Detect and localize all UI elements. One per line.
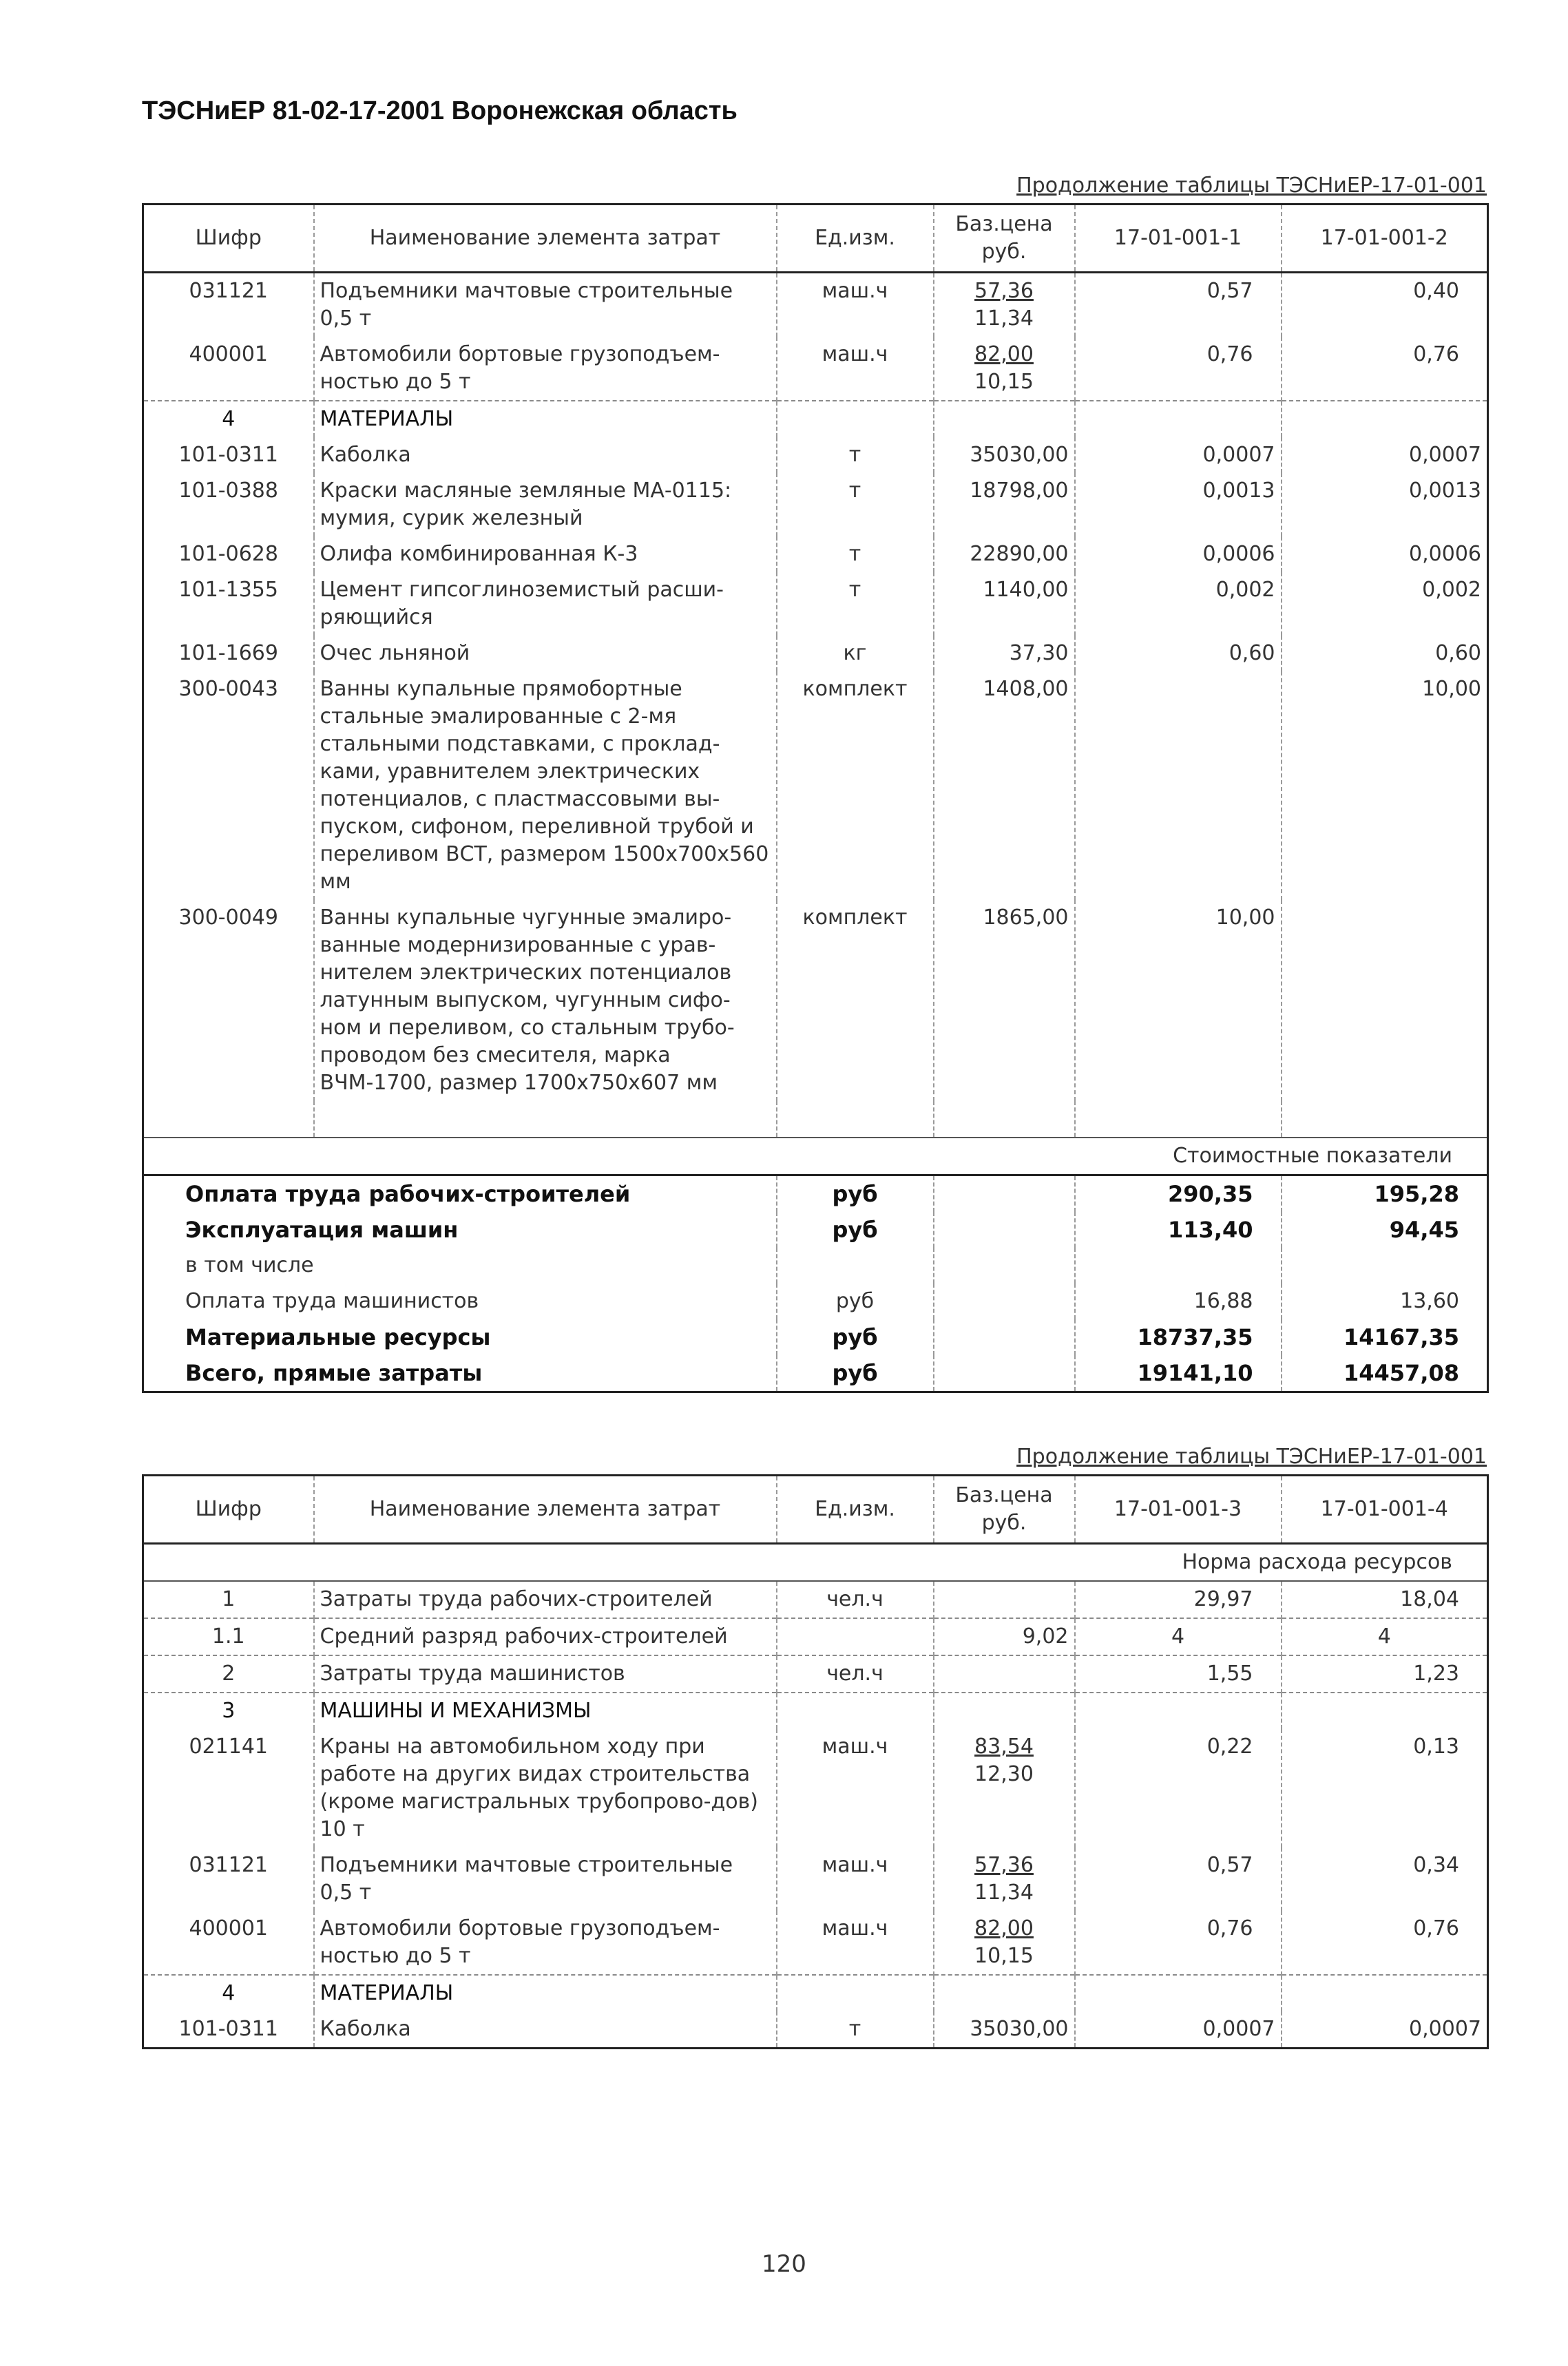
cost-value-2: 14457,08 (1282, 1355, 1488, 1392)
section-heading-materials (143, 401, 1488, 437)
row-unit: т (777, 536, 934, 572)
price-wage: 11,34 (974, 1881, 1034, 1905)
table-row (143, 572, 1488, 636)
row-price (934, 273, 1075, 337)
row-value-1: 0,76 (1075, 337, 1282, 401)
section-heading-machines (143, 1693, 1488, 1729)
row-value-1: 0,76 (1075, 1911, 1282, 1975)
table2-continuation-label: Продолжение таблицы ТЭСНиЕР-17-01-001 (1016, 1445, 1487, 1469)
cost-row (143, 1355, 1488, 1392)
section-title: МАШИНЫ И МЕХАНИЗМЫ (314, 1693, 777, 1729)
row-value-1: 10,00 (1075, 900, 1282, 1101)
row-name: Подъемники мачтовые строительные 0,5 т (314, 273, 777, 337)
row-value-2: 10,00 (1282, 671, 1488, 900)
row-name: Краны на автомобильном ходу при работе на других видах строительства (кроме магистральных трубопрово-дов) 10 т (314, 1729, 777, 1847)
row-name: Ванны купальные прямобортные стальные эмалированные с 2-мя стальными подставками, с проклад-ками, уравнителем электрических потенциалов, с пластмассовыми вы-пуском, сифоном, переливной трубой и переливом ВСТ, размером 1500х700х560 мм (314, 671, 777, 900)
row-price: 1865,00 (934, 900, 1075, 1101)
header-code: Шифр (143, 1476, 314, 1544)
norm-band-label: Норма расхода ресурсов (1075, 1544, 1488, 1582)
row-value-1: 0,0006 (1075, 536, 1282, 572)
cost-row (143, 1212, 1488, 1248)
row-name: Автомобили бортовые грузоподъем-ностью до 5 т (314, 1911, 777, 1975)
cost-value-2: 13,60 (1282, 1284, 1488, 1319)
cost-value-1 (1075, 1248, 1282, 1284)
cost-row (143, 1284, 1488, 1319)
cost-name: Оплата труда машинистов (143, 1284, 777, 1319)
row-name: Каболка (314, 2011, 777, 2049)
row-value-2: 0,34 (1282, 1847, 1488, 1911)
row-name: Каболка (314, 437, 777, 473)
row-unit: чел.ч (777, 1581, 934, 1618)
row-value-2: 4 (1282, 1618, 1488, 1655)
row-name: Затраты труда машинистов (314, 1655, 777, 1693)
cost-value-1: 16,88 (1075, 1284, 1282, 1319)
price-wage: 10,15 (974, 370, 1034, 394)
row-name: Средний разряд рабочих-строителей (314, 1618, 777, 1655)
cost-row (143, 1248, 1488, 1284)
row-price: 35030,00 (934, 2011, 1075, 2049)
row-code: 1.1 (143, 1618, 314, 1655)
row-price: 35030,00 (934, 437, 1075, 473)
row-price (934, 1911, 1075, 1975)
cost-row (143, 1175, 1488, 1213)
row-price (934, 1655, 1075, 1693)
price-main: 57,36 (974, 1853, 1034, 1877)
cost-value-2: 94,45 (1282, 1212, 1488, 1248)
row-value-1: 0,22 (1075, 1729, 1282, 1847)
table1-continuation-label: Продолжение таблицы ТЭСНиЕР-17-01-001 (1016, 174, 1487, 198)
header-base-price: Баз.цена руб. (934, 1476, 1075, 1544)
cost-name: в том числе (143, 1248, 777, 1284)
row-value-1: 0,0007 (1075, 2011, 1282, 2049)
header-col-2: 17-01-001-2 (1282, 205, 1488, 273)
header-col-4: 17-01-001-4 (1282, 1476, 1488, 1544)
row-value-1: 4 (1075, 1618, 1282, 1655)
table-row (143, 273, 1488, 337)
table-row (143, 337, 1488, 401)
row-code: 031121 (143, 1847, 314, 1911)
header-code: Шифр (143, 205, 314, 273)
row-code: 101-0628 (143, 536, 314, 572)
row-code: 300-0043 (143, 671, 314, 900)
header-unit: Ед.изм. (777, 1476, 934, 1544)
cost-value-1: 113,40 (1075, 1212, 1282, 1248)
price-wage: 11,34 (974, 306, 1034, 331)
table-row (143, 636, 1488, 671)
cost-unit: руб (777, 1319, 934, 1355)
row-unit (777, 1618, 934, 1655)
header-col-3: 17-01-001-3 (1075, 1476, 1282, 1544)
cost-value-1: 290,35 (1075, 1175, 1282, 1213)
row-name: Олифа комбинированная К-3 (314, 536, 777, 572)
row-value-2: 0,0007 (1282, 437, 1488, 473)
cost-unit: руб (777, 1284, 934, 1319)
row-name: Цемент гипсоглиноземистый расши-ряющийся (314, 572, 777, 636)
row-value-1: 1,55 (1075, 1655, 1282, 1693)
row-price (934, 337, 1075, 401)
header-name: Наименование элемента затрат (314, 1476, 777, 1544)
price-main: 83,54 (974, 1735, 1034, 1759)
header-unit: Ед.изм. (777, 205, 934, 273)
page-number: 120 (762, 2250, 806, 2278)
row-code: 101-1669 (143, 636, 314, 671)
cost-row (143, 1319, 1488, 1355)
row-value-2: 0,0013 (1282, 473, 1488, 536)
table2-header-row (143, 1476, 1488, 1544)
price-main: 82,00 (974, 342, 1034, 366)
row-value-1: 0,57 (1075, 1847, 1282, 1911)
section-title: МАТЕРИАЛЫ (314, 401, 777, 437)
section-title: МАТЕРИАЛЫ (314, 1975, 777, 2011)
row-code: 101-0388 (143, 473, 314, 536)
row-name: Подъемники мачтовые строительные 0,5 т (314, 1847, 777, 1911)
row-unit: маш.ч (777, 1911, 934, 1975)
row-value-2: 1,23 (1282, 1655, 1488, 1693)
row-unit: комплект (777, 900, 934, 1101)
row-value-1: 0,57 (1075, 273, 1282, 337)
row-price: 1408,00 (934, 671, 1075, 900)
table-row (143, 1847, 1488, 1911)
cost-unit: руб (777, 1175, 934, 1213)
row-value-2: 0,0007 (1282, 2011, 1488, 2049)
row-value-1: 29,97 (1075, 1581, 1282, 1618)
row-unit: маш.ч (777, 1729, 934, 1847)
cost-value-1: 18737,35 (1075, 1319, 1282, 1355)
row-value-2: 0,002 (1282, 572, 1488, 636)
row-price: 18798,00 (934, 473, 1075, 536)
row-code: 031121 (143, 273, 314, 337)
cost-band-label: Стоимостные показатели (1075, 1138, 1488, 1175)
table-row (143, 671, 1488, 900)
price-wage: 12,30 (974, 1762, 1034, 1786)
row-unit: т (777, 437, 934, 473)
cost-value-1: 19141,10 (1075, 1355, 1282, 1392)
row-code: 101-1355 (143, 572, 314, 636)
cost-unit: руб (777, 1212, 934, 1248)
row-unit: кг (777, 636, 934, 671)
table-row (143, 437, 1488, 473)
row-unit: маш.ч (777, 1847, 934, 1911)
resource-table-1 (142, 203, 1489, 1393)
price-main: 57,36 (974, 279, 1034, 303)
row-unit: маш.ч (777, 337, 934, 401)
row-code: 300-0049 (143, 900, 314, 1101)
row-price: 1140,00 (934, 572, 1075, 636)
row-value-2: 0,13 (1282, 1729, 1488, 1847)
row-value-1: 0,0007 (1075, 437, 1282, 473)
cost-name: Материальные ресурсы (143, 1319, 777, 1355)
table1-header-row (143, 205, 1488, 273)
header-base-price: Баз.цена руб. (934, 205, 1075, 273)
row-value-2 (1282, 900, 1488, 1101)
row-value-1: 0,60 (1075, 636, 1282, 671)
cost-value-2 (1282, 1248, 1488, 1284)
row-price: 22890,00 (934, 536, 1075, 572)
row-code: 2 (143, 1655, 314, 1693)
row-name: Ванны купальные чугунные эмалиро-ванные модернизированные с урав-нителем электрических потенциалов латунным выпуском, чугунным сифо-ном и переливом, со стальным трубо-проводом без смесителя, марка ВЧМ-1700, размер 1700х750х607 мм (314, 900, 777, 1101)
table-row (143, 1618, 1488, 1655)
row-value-2: 18,04 (1282, 1581, 1488, 1618)
cost-value-2: 195,28 (1282, 1175, 1488, 1213)
section-code: 3 (143, 1693, 314, 1729)
price-wage: 10,15 (974, 1944, 1034, 1968)
cost-indicators-band (143, 1138, 1488, 1175)
row-price (934, 1847, 1075, 1911)
row-name: Затраты труда рабочих-строителей (314, 1581, 777, 1618)
document-title: ТЭСНиЕР 81-02-17-2001 Воронежская область (142, 96, 738, 125)
section-code: 4 (143, 1975, 314, 2011)
header-name: Наименование элемента затрат (314, 205, 777, 273)
table-row (143, 473, 1488, 536)
row-code: 400001 (143, 1911, 314, 1975)
row-unit: маш.ч (777, 273, 934, 337)
row-unit: т (777, 2011, 934, 2049)
price-main: 82,00 (974, 1916, 1034, 1940)
row-value-1: 0,0013 (1075, 473, 1282, 536)
cost-value-2: 14167,35 (1282, 1319, 1488, 1355)
cost-summary (143, 1175, 1488, 1392)
row-name: Очес льняной (314, 636, 777, 671)
row-value-2: 0,0006 (1282, 536, 1488, 572)
table-row (143, 1581, 1488, 1618)
row-name: Автомобили бортовые грузоподъем-ностью до 5 т (314, 337, 777, 401)
row-name: Краски масляные земляные МА-0115: мумия, сурик железный (314, 473, 777, 536)
row-unit: т (777, 572, 934, 636)
header-col-1: 17-01-001-1 (1075, 205, 1282, 273)
row-value-2: 0,40 (1282, 273, 1488, 337)
row-value-2: 0,76 (1282, 337, 1488, 401)
row-price: 9,02 (934, 1618, 1075, 1655)
row-price (934, 1729, 1075, 1847)
row-unit: комплект (777, 671, 934, 900)
table-row (143, 536, 1488, 572)
cost-unit (777, 1248, 934, 1284)
section-code: 4 (143, 401, 314, 437)
row-value-2: 0,60 (1282, 636, 1488, 671)
resource-table-2 (142, 1474, 1489, 2049)
table-row (143, 900, 1488, 1101)
cost-unit: руб (777, 1355, 934, 1392)
section-heading-materials (143, 1975, 1488, 2011)
cost-name: Эксплуатация машин (143, 1212, 777, 1248)
row-code: 1 (143, 1581, 314, 1618)
table-row (143, 2011, 1488, 2049)
row-code: 021141 (143, 1729, 314, 1847)
row-code: 400001 (143, 337, 314, 401)
row-code: 101-0311 (143, 437, 314, 473)
table-spacer-row (143, 1101, 1488, 1138)
norm-band (143, 1544, 1488, 1582)
row-unit: чел.ч (777, 1655, 934, 1693)
row-unit: т (777, 473, 934, 536)
row-price (934, 1581, 1075, 1618)
table-row (143, 1911, 1488, 1975)
cost-name: Оплата труда рабочих-строителей (143, 1175, 777, 1213)
cost-name: Всего, прямые затраты (143, 1355, 777, 1392)
table-row (143, 1729, 1488, 1847)
row-value-2: 0,76 (1282, 1911, 1488, 1975)
row-value-1 (1075, 671, 1282, 900)
row-code: 101-0311 (143, 2011, 314, 2049)
row-price: 37,30 (934, 636, 1075, 671)
table-row (143, 1655, 1488, 1693)
row-value-1: 0,002 (1075, 572, 1282, 636)
